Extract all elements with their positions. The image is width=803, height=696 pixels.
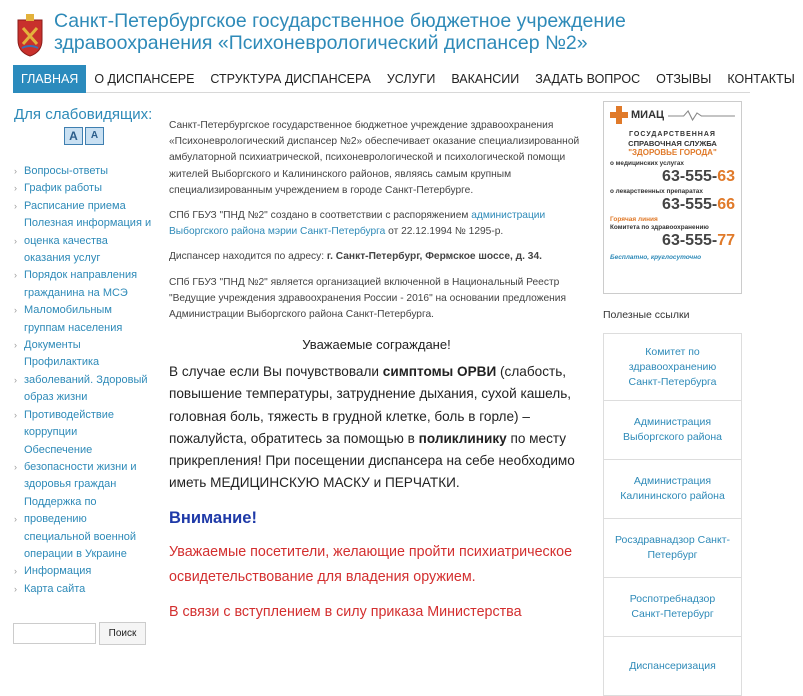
sidebar-item[interactable] xyxy=(14,180,154,197)
sidebar-item[interactable] xyxy=(14,563,154,580)
miac-brand: МИАЦ xyxy=(631,109,665,121)
banner-free: Бесплатно, круглосуточно xyxy=(610,254,702,261)
covid-notice xyxy=(169,361,584,494)
coat-of-arms-icon[interactable] xyxy=(14,14,46,58)
chevron-right-icon: › xyxy=(14,514,17,525)
sidebar-item-label: группам населения xyxy=(24,321,123,334)
chevron-right-icon: › xyxy=(14,166,17,176)
nav-ask-question[interactable]: ЗАДАТЬ ВОПРОС xyxy=(535,71,641,86)
sidebar-item-label: оценка качества xyxy=(24,234,108,247)
sidebar-item-label: операции в Украине xyxy=(24,547,127,560)
sidebar-item[interactable] xyxy=(14,302,154,319)
sidebar-item[interactable] xyxy=(14,459,154,476)
sidebar-item-label: График работы xyxy=(24,182,102,195)
sidebar-item-label: Маломобильным xyxy=(24,304,112,317)
chevron-right-icon: › xyxy=(14,566,17,577)
address-label: Диспансер находится по адресу: xyxy=(169,251,327,263)
nav-main[interactable]: ГЛАВНАЯ xyxy=(13,65,86,93)
sidebar-item-label: образ жизни xyxy=(24,391,88,404)
site-title-line1: Санкт-Петербургское государственное бюджетное учреждение xyxy=(54,10,626,32)
sidebar-item-label: Поддержка по xyxy=(24,495,97,508)
health-hotline-banner[interactable] xyxy=(603,101,742,294)
sidebar-item-label: Порядок направления xyxy=(24,269,138,282)
sidebar-item-label: Обеспечение xyxy=(24,443,93,456)
main-nav xyxy=(13,65,795,93)
address-value: г. Санкт-Петербург, Фермское шоссе, д. 34. xyxy=(326,251,542,263)
administration-link[interactable]: администрации Выборгского района мэрии Санкт-Петербурга xyxy=(169,210,546,238)
sidebar-item[interactable] xyxy=(14,372,154,389)
nav-contacts[interactable]: КОНТАКТЫ xyxy=(727,71,795,86)
sidebar-item-label: Документы xyxy=(24,339,81,352)
order-notice: В связи с вступлением в силу приказа Министерства xyxy=(169,604,522,621)
search-input[interactable] xyxy=(13,623,96,644)
covid-symptoms: симптомы ОРВИ xyxy=(382,364,497,380)
covid-text-a: В случае если Вы почувствовали xyxy=(169,364,383,380)
nav-vacancies[interactable]: ВАКАНСИИ xyxy=(451,71,520,86)
accessibility-title: Для слабовидящих: xyxy=(14,106,153,123)
search-button[interactable]: Поиск xyxy=(99,622,146,645)
covid-text-e: по месту прикрепления! При посещении диспансера на себе необходимо иметь МЕДИЦИНСКУЮ МАСКУ и ПЕРЧАТКИ. xyxy=(169,430,575,491)
nav-about[interactable]: О ДИСПАНСЕРЕ xyxy=(94,71,195,86)
phone-medical-suffix: 63 xyxy=(717,168,735,185)
site-header xyxy=(14,10,744,62)
banner-label-committee: Комитета по здравоохранению xyxy=(610,224,709,231)
phone-medical xyxy=(610,168,735,186)
chevron-right-icon: › xyxy=(14,340,17,351)
medical-cross-icon xyxy=(610,106,628,124)
phone-drugs-prefix: 63-555- xyxy=(662,196,718,213)
sidebar-item-label: Вопросы-ответы xyxy=(24,165,109,177)
chevron-right-icon: › xyxy=(14,235,17,246)
font-normal-button[interactable]: A xyxy=(85,127,104,145)
useful-link[interactable]: Диспансеризация xyxy=(603,637,742,696)
attention-heading: Внимание! xyxy=(169,509,257,528)
sidebar-item[interactable] xyxy=(14,546,154,563)
founding-text-a: СПб ГБУЗ "ПНД №2" создано в соответствии с распоряжением xyxy=(169,210,472,222)
banner-service: СПРАВОЧНАЯ СЛУЖБА xyxy=(628,139,717,148)
phone-committee-suffix: 77 xyxy=(717,232,735,249)
weapons-notice: Уважаемые посетители, желающие пройти психиатрическое освидетельствование для владения оружием. xyxy=(169,544,573,586)
sidebar-item[interactable] xyxy=(14,337,154,354)
chevron-right-icon: › xyxy=(14,583,17,594)
sidebar-item-label: безопасности жизни и xyxy=(24,460,137,473)
font-large-button[interactable]: A xyxy=(64,127,83,145)
sidebar-item-label: оказания услуг xyxy=(24,252,101,265)
founding-paragraph xyxy=(169,208,584,240)
banner-gov: ГОСУДАРСТВЕННАЯ xyxy=(629,131,716,138)
chevron-right-icon: › xyxy=(14,183,17,194)
covid-text-c: (слабость, повышение температуры, затруднение дыхания, сухой кашель, головная боль, тяжесть в грудной клетке, боль в горле) – пожалуйста, обратитесь за помощью в xyxy=(169,364,572,446)
sidebar-item[interactable] xyxy=(14,494,154,511)
sidebar-item[interactable] xyxy=(14,320,154,337)
sidebar-item[interactable] xyxy=(14,250,154,267)
site-title-line2: здравоохранения «Психоневрологический диспансер №2» xyxy=(54,32,588,54)
sidebar-item[interactable] xyxy=(14,581,154,598)
sidebar-item-label: специальной военной xyxy=(24,530,137,543)
banner-label-medical: о медицинских услугах xyxy=(610,160,684,167)
nav-reviews[interactable]: ОТЗЫВЫ xyxy=(656,71,712,86)
sidebar-item[interactable] xyxy=(14,198,154,215)
sidebar-item[interactable] xyxy=(14,424,154,441)
heartbeat-icon xyxy=(668,109,735,121)
site-title[interactable] xyxy=(54,10,626,62)
sidebar-item[interactable] xyxy=(14,407,154,424)
useful-link[interactable]: Роспотребнадзор Санкт-Петербург xyxy=(603,578,742,637)
useful-links xyxy=(603,333,742,696)
sidebar-item[interactable] xyxy=(14,354,154,371)
chevron-right-icon: › xyxy=(14,461,17,472)
sidebar-item[interactable] xyxy=(14,267,154,284)
useful-links-title: Полезные ссылки xyxy=(603,309,690,321)
sidebar-menu xyxy=(14,163,154,598)
sidebar-item[interactable] xyxy=(14,163,154,180)
sidebar-item-label: Расписание приема xyxy=(24,199,126,212)
sidebar-item[interactable] xyxy=(14,215,154,232)
sidebar-item-label: Информация xyxy=(24,565,92,578)
phone-drugs-suffix: 66 xyxy=(717,196,735,213)
sidebar-item[interactable] xyxy=(14,476,154,493)
sidebar-item[interactable] xyxy=(14,285,154,302)
banner-name: "ЗДОРОВЬЕ ГОРОДА" xyxy=(628,148,717,157)
sidebar-item[interactable] xyxy=(14,511,154,528)
intro-paragraph: Санкт-Петербургское государственное бюджетное учреждение здравоохранения «Психоневрологический диспансер №2» обеспечивает оказание специализированной амбулаторной психиатрической, психоневрологической и психологической помощи жителей Выборгского и Калининского районов, являясь самым крупным специализированным учреждением в городе Санкт-Петербурге. xyxy=(169,120,580,196)
sidebar-item-label: Полезная информация и xyxy=(24,217,152,230)
banner-label-drugs: о лекарственных препаратах xyxy=(610,188,703,195)
useful-link[interactable]: Комитет по здравоохранению Санкт-Петербурга xyxy=(603,333,742,401)
font-size-controls xyxy=(64,127,104,145)
phone-committee xyxy=(610,232,735,250)
sidebar-item[interactable] xyxy=(14,233,154,250)
chevron-right-icon: › xyxy=(14,270,17,281)
sidebar-item-label: заболеваний. Здоровый xyxy=(24,373,148,386)
sidebar-item-label: Профилактика xyxy=(24,356,100,369)
sidebar-item-label: Противодействие xyxy=(24,408,115,421)
sidebar-item-label: проведению xyxy=(24,513,87,526)
useful-link[interactable]: Росздравнадзор Санкт-Петербург xyxy=(603,519,742,578)
founding-text-b: от 22.12.1994 № 1295-р. xyxy=(385,226,504,238)
greeting: Уважаемые сограждане! xyxy=(302,337,451,353)
nav-services[interactable]: УСЛУГИ xyxy=(386,71,436,86)
sidebar-item[interactable] xyxy=(14,389,154,406)
chevron-right-icon: › xyxy=(14,374,17,385)
chevron-right-icon: › xyxy=(14,200,17,211)
useful-link[interactable]: Администрация Выборгского района xyxy=(603,401,742,460)
registry-paragraph: СПб ГБУЗ "ПНД №2" является организацией включенной в Национальный Реестр "Ведущие учреждения здравоохранения России - 2016" на основании предложения Администрации Выборгского района Санкт-Петербурга. xyxy=(169,276,566,321)
chevron-right-icon: › xyxy=(14,305,17,316)
phone-drugs xyxy=(610,196,735,214)
sidebar-item-label: гражданина на МСЭ xyxy=(24,286,128,299)
main-content xyxy=(169,118,584,625)
banner-hotline: Горячая линия xyxy=(610,216,658,223)
address-paragraph xyxy=(169,249,584,265)
useful-link[interactable]: Администрация Калининского района xyxy=(603,460,742,519)
sidebar-item[interactable] xyxy=(14,529,154,546)
phone-committee-prefix: 63-555- xyxy=(662,232,718,249)
sidebar-item-label: коррупции xyxy=(24,426,78,439)
sidebar-item-label: Карта сайта xyxy=(24,582,86,595)
nav-structure[interactable]: СТРУКТУРА ДИСПАНСЕРА xyxy=(210,71,371,86)
sidebar-item[interactable] xyxy=(14,442,154,459)
phone-medical-prefix: 63-555- xyxy=(662,168,718,185)
chevron-right-icon: › xyxy=(14,409,17,420)
miac-logo xyxy=(610,106,735,124)
covid-clinic: поликлинику xyxy=(418,430,507,446)
sidebar-item-label: здоровья граждан xyxy=(24,478,117,491)
